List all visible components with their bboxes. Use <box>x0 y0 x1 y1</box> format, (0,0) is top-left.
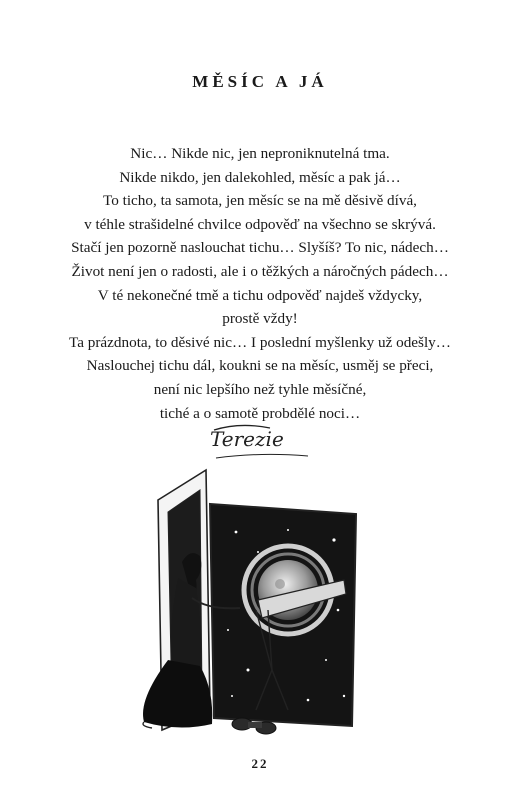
poem-line: Nic… Nikde nic, jen neproniknutelná tma. <box>130 145 390 162</box>
poem-line: V té nekonečné tmě a tichu odpověď najdeš vždycky, <box>97 286 423 304</box>
poem-line: není nic lepšího než tyhle měsíčné, <box>153 380 367 398</box>
poem-line: Ta prázdnota, to děsivé nic… I poslední myšlenky už odešly… <box>69 333 451 351</box>
moon-window-illustration <box>138 460 370 750</box>
poem-text <box>0 142 520 425</box>
poem-line: Nikde nikdo, jen dalekohled, měsíc a pak já… <box>119 168 401 186</box>
poem-line: v téhle strašidelné chvilce odpověď na všechno se skrývá. <box>84 215 436 233</box>
poem-line: To ticho, ta samota, jen měsíc se na mě děsivě dívá, <box>103 192 417 210</box>
poem-line: Život není jen o radosti, ale i o těžkých a náročných pádech… <box>71 262 449 280</box>
poem-title: MĚSÍC A JÁ <box>192 72 328 91</box>
poem-line: Naslouchej tichu dál, koukni se na měsíc, usměj se přeci, <box>86 357 434 375</box>
page-number: 22 <box>251 756 269 771</box>
signature-text: Terezie <box>210 427 284 451</box>
poem-line: prostě vždy! <box>222 310 298 328</box>
poem-line: Stačí jen pozorně naslouchat tichu… Slyšíš? To nic, nádech… <box>71 239 449 257</box>
poem-line: tiché a o samotě probdělé noci… <box>159 404 361 422</box>
